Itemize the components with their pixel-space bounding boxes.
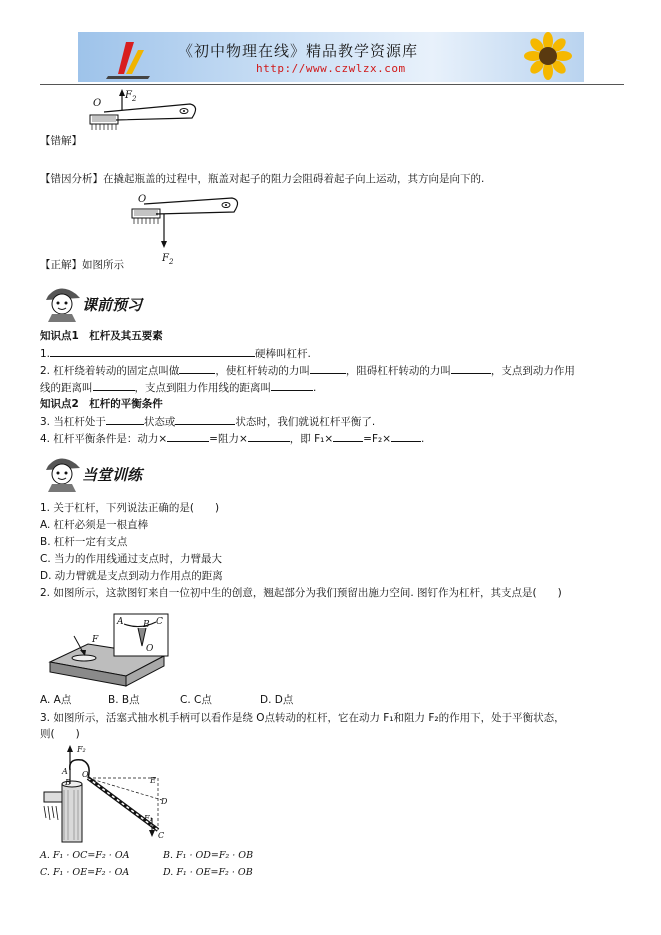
q1-option-b[interactable]: B. 杠杆一定有支点 xyxy=(40,536,128,548)
q1-stem: 1. 关于杠杆，下列说法正确的是( ) xyxy=(40,502,220,514)
q3-option-a[interactable]: A. F₁ · OC=F₂ · OA xyxy=(40,850,130,861)
knowledge2-q4: 4. 杠杆平衡条件是：动力× =阻力× ，即 F₁× =F₂× . xyxy=(40,433,425,445)
blank[interactable] xyxy=(451,363,491,374)
q3-stem-cont: 则( ) xyxy=(40,728,80,740)
wrong-solution-label: 【错解】 xyxy=(40,135,82,147)
preview-heading-text: 课前预习 xyxy=(82,296,143,314)
q2-stem: 2. 如图所示，这款图钉来自一位初中生的创意，翘起部分为我们预留出施力空间. 图钉作为杠杆，其支点是( ) xyxy=(40,587,562,599)
blank[interactable] xyxy=(50,346,255,357)
knowledge1-q1: 1. 硬棒叫杠杆. xyxy=(40,348,311,360)
blank[interactable] xyxy=(391,431,421,442)
blank[interactable] xyxy=(106,414,144,425)
q2-fig-label-b: B xyxy=(143,620,150,630)
q3-fig-label-e: E xyxy=(150,776,156,785)
q1-option-d[interactable]: D. 动力臂就是支点到动力作用点的距离 xyxy=(40,570,223,582)
q3-option-b[interactable]: B. F₁ · OD=F₂ · OB xyxy=(163,850,254,861)
knowledge1-q2-cont: 线的距离叫 ，支点到阻力作用线的距离叫 . xyxy=(40,382,317,394)
knowledge1-q2: 2. 杠杆绕着转动的固定点叫做 ，使杠杆转动的力叫 ，阻碍杠杆转动的力叫 ，支点到动力作用 xyxy=(40,365,575,377)
q3-fig-label-c: C xyxy=(158,831,165,840)
q3-option-d[interactable]: D. F₁ · OE=F₂ · OB xyxy=(163,867,253,878)
q2-option-b[interactable]: B. B点 xyxy=(108,694,140,706)
blank[interactable] xyxy=(248,431,290,442)
blank[interactable] xyxy=(167,431,209,442)
header-divider xyxy=(40,84,624,85)
knowledge2-title: 知识点2 杠杆的平衡条件 xyxy=(40,398,163,410)
blank[interactable] xyxy=(179,363,215,374)
q2-fig-label-o: O xyxy=(146,644,154,654)
fig1-label-f: $F_2$ xyxy=(125,90,137,103)
q2-option-d[interactable]: D. D点 xyxy=(260,694,294,706)
q3-option-c[interactable]: C. F₁ · OE=F₂ · OA xyxy=(40,867,130,878)
student-icon xyxy=(40,452,84,492)
q2-fig-label-c: C xyxy=(156,617,163,627)
fig1-label-o: O xyxy=(93,98,102,109)
q2-option-c[interactable]: C. C点 xyxy=(180,694,212,706)
q1-option-a[interactable]: A. 杠杆必须是一根直棒 xyxy=(40,519,149,531)
fig2-label-o: O xyxy=(138,194,147,205)
q3-fig-label-f1: F₁ xyxy=(144,814,153,823)
fig2-label-f: $F_2$ xyxy=(162,253,174,266)
q2-fig-label-a: A xyxy=(117,617,124,627)
class-heading-text: 当堂训练 xyxy=(82,466,143,484)
q3-fig-label-b: B xyxy=(65,778,71,787)
blank[interactable] xyxy=(93,380,135,391)
knowledge2-q3: 3. 当杠杆处于 状态或 状态时，我们就说杠杆平衡了. xyxy=(40,416,376,428)
sunflower-icon xyxy=(508,32,584,82)
q1-option-c[interactable]: C. 当力的作用线通过支点时，力臂最大 xyxy=(40,553,223,565)
q3-fig-label-o: O xyxy=(82,770,89,779)
banner-title: 《初中物理在线》精品教学资源库 xyxy=(178,42,419,60)
q3-fig-label-f2: F₂ xyxy=(77,745,86,754)
knowledge1-title: 知识点1 杠杆及其五要素 xyxy=(40,330,163,342)
correct-solution: 【正解】如图所示 xyxy=(40,259,124,271)
logo-icon xyxy=(104,36,154,80)
q3-fig-label-a: A xyxy=(62,767,68,776)
q2-fig-label-f: F xyxy=(92,635,99,645)
header-banner xyxy=(78,32,584,82)
blank[interactable] xyxy=(271,380,313,391)
q2-options xyxy=(40,693,293,707)
q3-stem: 3. 如图所示，活塞式抽水机手柄可以看作是绕 O点转动的杠杆，它在动力 F₁和阻力 F₂的作用下，处于平衡状态， xyxy=(40,712,565,724)
blank[interactable] xyxy=(175,414,235,425)
lever-figure-wrong xyxy=(86,88,206,132)
blank[interactable] xyxy=(333,431,363,442)
q3-fig-label-d: D xyxy=(161,797,168,806)
student-icon xyxy=(40,282,84,322)
blank[interactable] xyxy=(310,363,346,374)
error-analysis: 【错因分析】在撬起瓶盖的过程中，瓶盖对起子的阻力会阻碍着起子向上运动，其方向是向下的. xyxy=(40,173,485,185)
q2-option-a[interactable]: A. A点 xyxy=(40,694,72,706)
banner-url: http://www.czwlzx.com xyxy=(256,62,406,75)
